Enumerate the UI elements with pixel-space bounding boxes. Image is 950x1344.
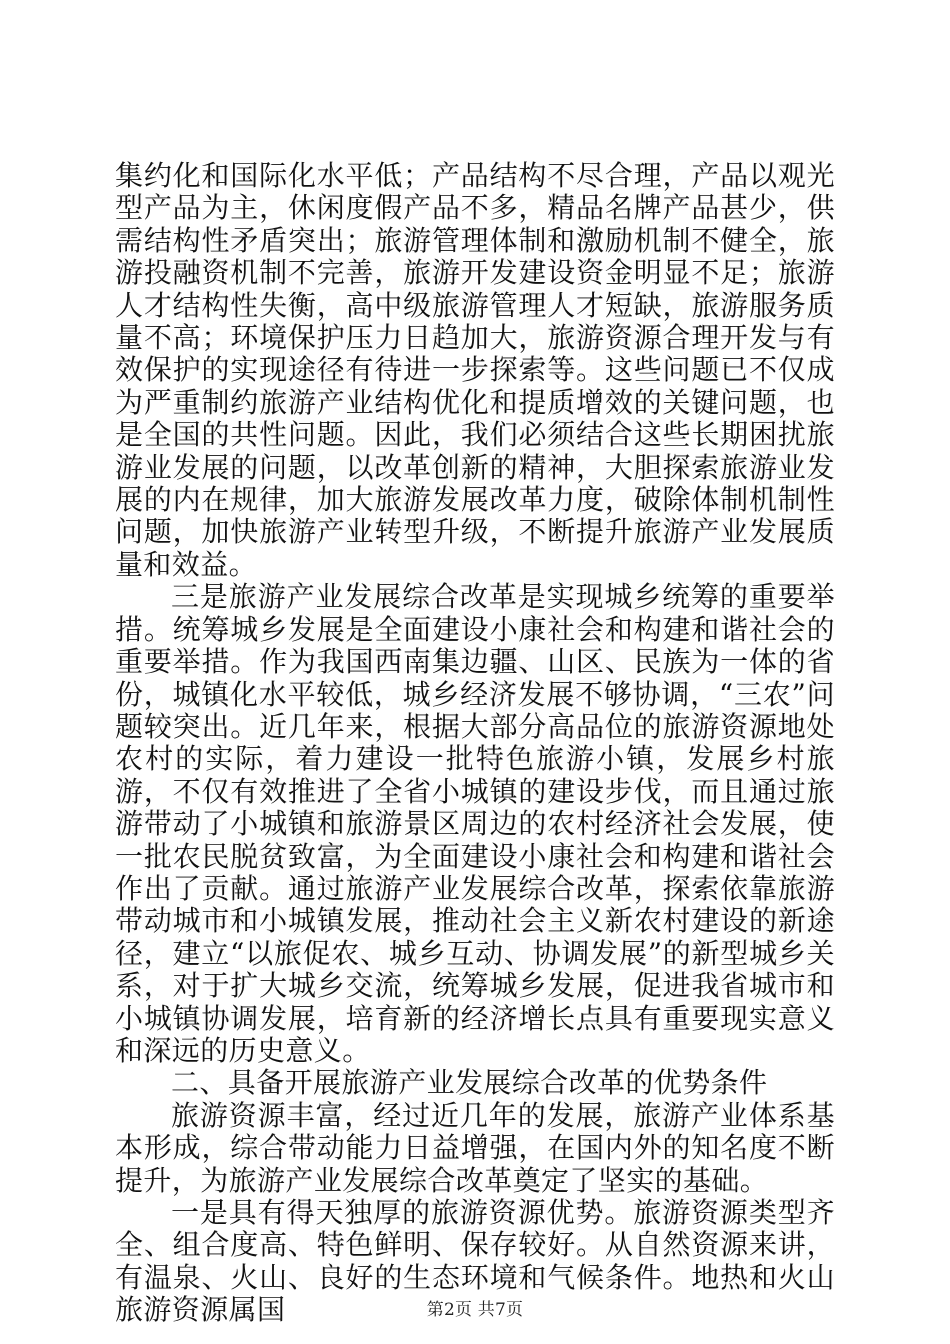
section-heading-two: 二、具备开展旅游产业发展综合改革的优势条件 (171, 1066, 768, 1100)
page-number-footer: 第2页 共7页 (426, 1300, 524, 1320)
paragraph-resources-intro: 旅游资源丰富，经过近几年的发展，旅游产业体系基本形成，综合带动能力日益增强，在国内外的知名度不断提升，为旅游产业发展综合改革奠定了坚实的基础。 (115, 1098, 835, 1197)
paragraph-continuation: 集约化和国际化水平低；产品结构不尽合理，产品以观光型产品为主，休闲度假产品不多，精品名牌产品甚少，供需结构性矛盾突出；旅游管理体制和激励机制不健全，旅游投融资机制不完善，旅游开发建设资金明显不足；旅游人才结构性失衡，高中级旅游管理人才短缺，旅游服务质量不高；环境保护压力日趋加大，旅游资源合理开发与有效保护的实现途径有待进一步探索等。这些问题已不仅成为严重制约旅游产业结构优化和提质增效的关键问题，也是全国的共性问题。因此，我们必须结合这些长期困扰旅游业发展的问题，以改革创新的精神，大胆探索旅游业发展的内在规律，加大旅游发展改革力度，破除体制机制性问题，加快旅游产业转型升级，不断提升旅游产业发展质量和效益。 (115, 159, 835, 581)
paragraph-point-one: 一是具有得天独厚的旅游资源优势。旅游资源类型齐全、组合度高、特色鲜明、保存较好。从自然资源来讲，有温泉、火山、良好的生态环境和气候条件。地热和火山旅游资源属国 (115, 1196, 835, 1327)
document-body (115, 160, 835, 1327)
paragraph-point-three: 三是旅游产业发展综合改革是实现城乡统筹的重要举措。统筹城乡发展是全面建设小康社会和构建和谐社会的重要举措。作为我国西南集边疆、山区、民族为一体的省份，城镇化水平较低，城乡经济发展不够协调，“三农”问题较突出。近几年来，根据大部分高品位的旅游资源地处农村的实际，着力建设一批特色旅游小镇，发展乡村旅游，不仅有效推进了全省小城镇的建设步伐，而且通过旅游带动了小城镇和旅游景区周边的农村经济社会发展，使一批农民脱贫致富，为全面建设小康社会和构建和谐社会作出了贡献。通过旅游产业发展综合改革，探索依靠旅游带动城市和小城镇发展，推动社会主义新农村建设的新途径，建立“以旅促农、城乡互动、协调发展”的新型城乡关系，对于扩大城乡交流，统筹城乡发展，促进我省城市和小城镇协调发展，培育新的经济增长点具有重要现实意义和深远的历史意义。 (115, 580, 835, 1067)
